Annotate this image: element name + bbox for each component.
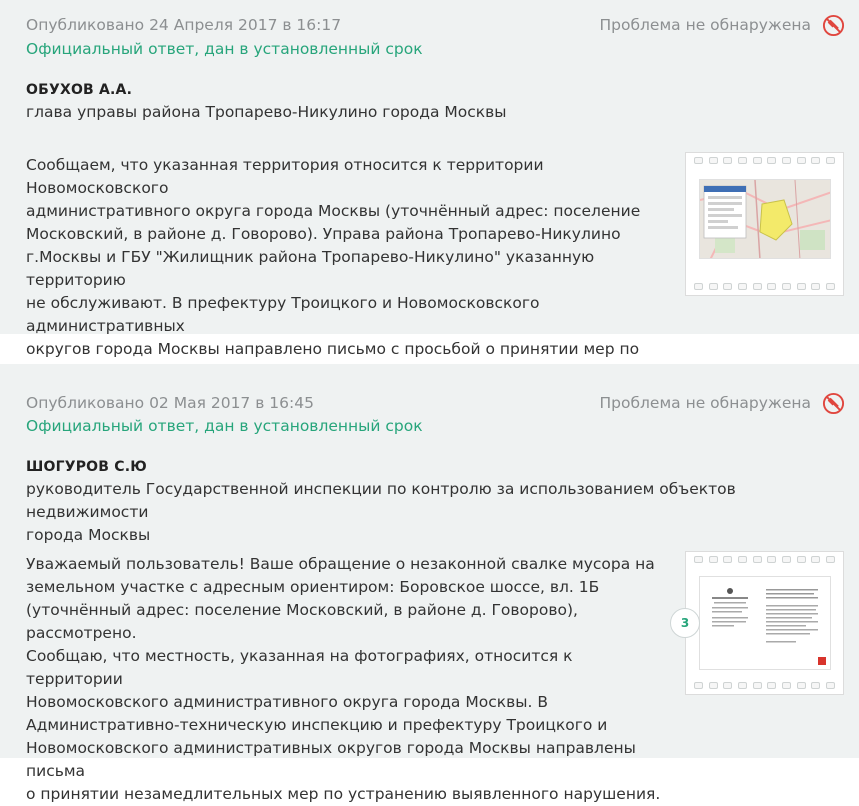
answer-text: Сообщаем, что указанная территория относится к территории Новомосковского административного округа города Москвы (уточнённый адрес: поселение Московский, в районе д. Говорово). Управа района Тропарево-Никулино г.Москвы и ГБУ "Жилищник района Тропарево-Никулино" указанную территорию не обслуживают. В префектуру Троицкого и Новомосковского административных округов города Москвы направлено письмо с просьбой о принятии мер по bbox=[26, 156, 641, 358]
author-role: руководитель Государственной инспекции по контролю за использованием объектов недвижимости города Москвы bbox=[26, 480, 736, 544]
no-problem-icon bbox=[822, 14, 845, 37]
film-holes-bottom bbox=[694, 682, 835, 690]
author-name: ШОГУРОВ С.Ю bbox=[26, 459, 147, 475]
document-thumbnail[interactable] bbox=[699, 576, 831, 670]
author-role: глава управы района Тропарево-Никулино города Москвы bbox=[26, 103, 507, 121]
attachment-filmstrip[interactable] bbox=[685, 551, 844, 695]
attachment-filmstrip[interactable] bbox=[685, 152, 844, 296]
no-problem-icon bbox=[822, 392, 845, 415]
answer-card-2 bbox=[0, 364, 859, 803]
answer-text: Уважаемый пользователь! Ваше обращение о незаконной свалке мусора на земельном участке с адресным ориентиром: Боровское шоссе, вл. 1Б (уточнённый адрес: поселение Московский, в районе д. Говорово), рассмотрено. Сообщаю, что местность, указанная на фотографиях, относится к территории Новомосковского административного округа города Москвы. В Административно-техническую инспекцию и префектуру Троицкого и Новомосковского административных округов города Москвы направлены письма о принятии незамедлительных мер по устранению выявленного нарушения. bbox=[26, 555, 661, 803]
film-holes-top bbox=[694, 556, 835, 564]
map-thumbnail[interactable] bbox=[699, 179, 831, 259]
official-status: Официальный ответ, дан в установленный срок bbox=[26, 417, 423, 435]
author-name: ОБУХОВ А.А. bbox=[26, 82, 133, 98]
published-date: Опубликовано 24 Апреля 2017 в 16:17 bbox=[26, 16, 342, 34]
problem-status: Проблема не обнаружена bbox=[599, 16, 811, 34]
film-holes-bottom bbox=[694, 283, 835, 291]
film-holes-top bbox=[694, 157, 835, 165]
problem-status: Проблема не обнаружена bbox=[599, 394, 811, 412]
published-date: Опубликовано 02 Мая 2017 в 16:45 bbox=[26, 394, 314, 412]
attachment-count-badge[interactable]: 3 bbox=[670, 608, 700, 638]
answer-card-1 bbox=[0, 0, 859, 358]
official-status: Официальный ответ, дан в установленный срок bbox=[26, 40, 423, 58]
